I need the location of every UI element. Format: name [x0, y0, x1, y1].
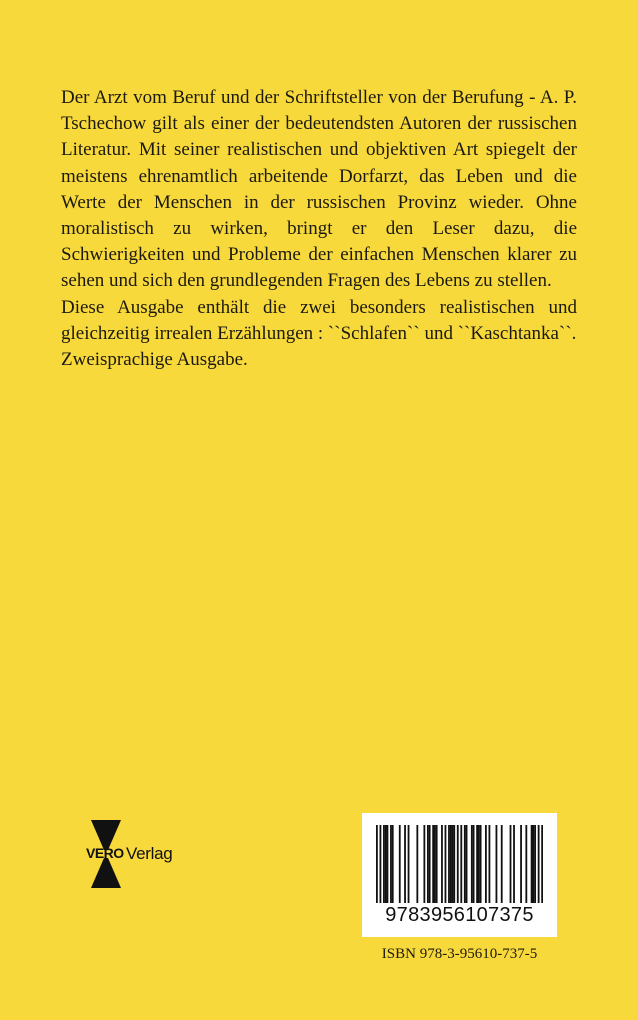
barcode-bar: [416, 825, 418, 903]
barcode-bar: [432, 825, 434, 903]
publisher-name: VERO: [86, 845, 124, 861]
barcode-bar: [445, 825, 447, 903]
barcode-bar: [466, 825, 468, 903]
barcode-bar: [532, 825, 534, 903]
barcode-bar: [476, 825, 478, 903]
barcode-bar: [457, 825, 459, 903]
barcode-bar: [464, 825, 466, 903]
barcode-bar: [434, 825, 436, 903]
barcode-bar: [501, 825, 503, 903]
barcode-bar: [376, 825, 378, 903]
barcode-bar: [453, 825, 455, 903]
barcode-bar: [480, 825, 482, 903]
barcode-bar: [383, 825, 385, 903]
barcode-bar: [436, 825, 438, 903]
barcode-bar: [450, 825, 452, 903]
back-cover-blurb: [61, 85, 577, 373]
barcode-bar: [441, 825, 443, 903]
barcode-bar: [485, 825, 487, 903]
publisher-suffix: Verlag: [126, 844, 173, 863]
blurb-paragraph-bilingual: Zweisprachige Ausgabe.: [61, 349, 248, 371]
barcode-bar: [510, 825, 512, 903]
barcode-bar: [427, 825, 429, 903]
barcode-bar: [408, 825, 410, 903]
blurb-paragraph-author: Der Arzt vom Beruf und der Schriftsteller von der Berufung - A. P. Tschechow gilt als einer der bedeutendsten Autoren der russischen Literatur. Mit seiner realistischen und objektiven Art spiegelt der meistens ehrenamtlich arbeitende Dorfarzt, das Leben und die Werte der Menschen in der russischen Provinz wieder. Ohne moralistisch zu wirken, bringt er den Leser dazu, die Schwierigkeiten und Probleme der einfachen Menschen klarer zu sehen und sich den grundlegenden Fragen des Lebens zu stellen.: [61, 87, 577, 292]
barcode-bar: [460, 825, 462, 903]
barcode-bar: [385, 825, 387, 903]
barcode-bar: [513, 825, 515, 903]
blurb-paragraph-contents: Diese Ausgabe enthält die zwei besonders realistischen und gleichzeitig irrealen Erzählungen : ``Schlafen`` und ``Kaschtanka``.: [61, 296, 577, 344]
barcode-bar: [392, 825, 394, 903]
barcode-bar: [380, 825, 382, 903]
barcode-bar: [423, 825, 425, 903]
barcode-bar: [404, 825, 406, 903]
barcode: [362, 813, 557, 937]
publisher-logo: [86, 820, 176, 888]
barcode-bar: [390, 825, 392, 903]
barcode-bar: [473, 825, 475, 903]
barcode-bar: [534, 825, 536, 903]
barcode-bar: [448, 825, 450, 903]
barcode-bar: [387, 825, 389, 903]
barcode-bars: [376, 825, 543, 903]
barcode-digits: 9783956107375: [385, 904, 534, 926]
barcode-bar: [531, 825, 533, 903]
barcode-bar: [525, 825, 527, 903]
barcode-bar: [496, 825, 498, 903]
barcode-bar: [478, 825, 480, 903]
barcode-bar: [541, 825, 543, 903]
barcode-bar: [399, 825, 401, 903]
barcode-bar: [489, 825, 491, 903]
barcode-bar: [538, 825, 540, 903]
barcode-bar: [471, 825, 473, 903]
barcode-bar: [429, 825, 431, 903]
barcode-bar: [452, 825, 454, 903]
barcode-bar: [520, 825, 522, 903]
isbn-label: ISBN 978-3-95610-737-5: [381, 946, 538, 962]
